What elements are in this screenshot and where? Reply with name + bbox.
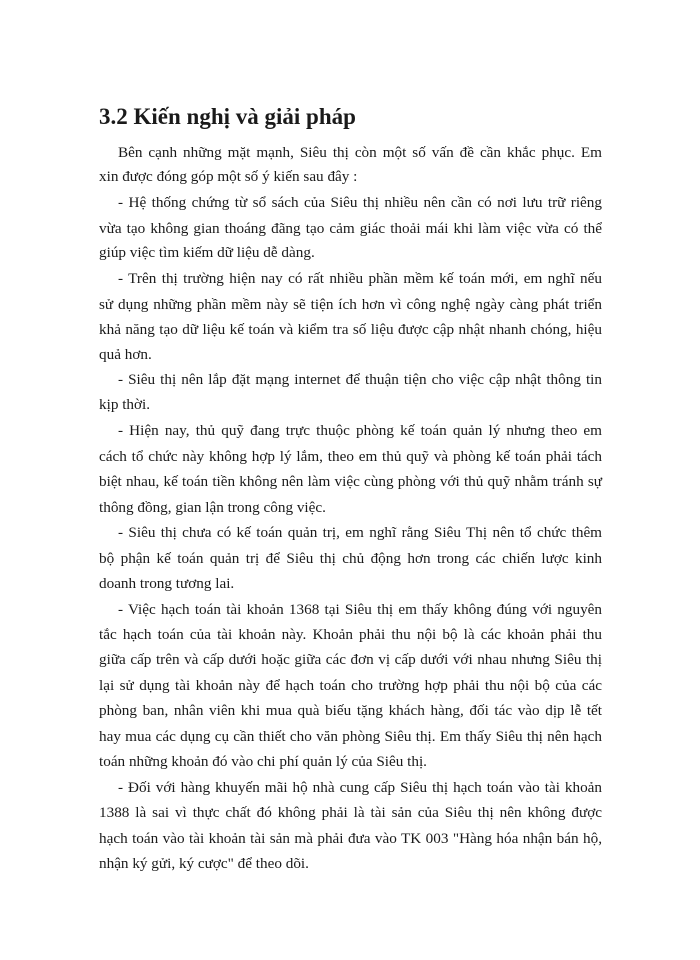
section-heading: 3.2 Kiến nghị và giải pháp (99, 104, 356, 129)
text-line: - Việc hạch toán tài khoản 1368 tại Siêu thị em thấy không đúng với nguyên (118, 601, 602, 618)
text-line: - Siêu thị nên lắp đặt mạng internet để thuận tiện cho việc cập nhật thông tin (118, 371, 602, 388)
text-line: khả năng tạo dữ liệu kế toán và kiểm tra số liệu được cập nhật nhanh chóng, hiệu (99, 321, 602, 338)
text-line: sử dụng những phần mềm này sẽ tiện ích hơn vì công nghệ ngày càng phát triển (99, 296, 602, 313)
text-line: tắc hạch toán của tài khoản này. Khoản phải thu nội bộ là các khoản phải thu (99, 626, 602, 643)
text-line: giữa cấp trên và cấp dưới hoặc giữa các đơn vị cấp dưới với nhau nhưng Siêu thị (99, 651, 602, 668)
text-line: toán những khoản đó vào chi phí quản lý của Siêu thị. (99, 753, 427, 770)
text-line: quả hơn. (99, 346, 152, 363)
text-line: - Hệ thống chứng từ sổ sách của Siêu thị nhiều nên cần có nơi lưu trữ riêng (118, 194, 602, 211)
text-line: - Đối với hàng khuyến mãi hộ nhà cung cấp Siêu thị hạch toán vào tài khoản (118, 779, 602, 796)
text-line: cách tổ chức này không hợp lý lắm, theo em thủ quỹ và phòng kế toán phải tách (99, 448, 602, 465)
text-line: Bên cạnh những mặt mạnh, Siêu thị còn một số vấn đề cần khắc phục. Em (118, 144, 602, 161)
text-line: doanh trong tương lai. (99, 575, 235, 592)
text-line: - Hiện nay, thủ quỹ đang trực thuộc phòng kế toán quản lý nhưng theo em (118, 422, 602, 439)
text-line: lại sử dụng tài khoản này để hạch toán cho trường hợp phải thu nội bộ của các (99, 677, 602, 694)
text-line: phòng ban, nhân viên khi mua quà biếu tặng khách hàng, đối tác vào dịp lễ tết (99, 702, 602, 719)
text-line: biệt nhau, kế toán tiền không nên làm việc cùng phòng với thủ quỹ nhằm tránh sự (99, 473, 602, 490)
text-line: nhận ký gửi, ký cược" để theo dõi. (99, 855, 309, 872)
text-line: hay mua các dụng cụ cần thiết cho văn phòng Siêu thị. Em thấy Siêu thị nên hạch (99, 728, 602, 745)
text-line: thông đồng, gian lận trong công việc. (99, 499, 326, 516)
text-line: kịp thời. (99, 396, 151, 413)
text-line: bộ phận kế toán quản trị để Siêu thị chủ động hơn trong các chiến lược kinh (99, 550, 602, 567)
text-line: - Trên thị trường hiện nay có rất nhiều phần mềm kế toán mới, em nghĩ nếu (118, 270, 602, 287)
text-line: - Siêu thị chưa có kế toán quản trị, em nghĩ rằng Siêu Thị nên tổ chức thêm (118, 524, 602, 541)
text-line: hạch toán vào tài khoản tài sản mà phải đưa vào TK 003 "Hàng hóa nhận bán hộ, (99, 830, 602, 847)
text-line: giúp việc tìm kiếm dữ liệu dễ dàng. (99, 244, 315, 261)
text-line: vừa tạo không gian thoáng đãng tạo cảm giác thoải mái khi làm việc vừa có thể (99, 220, 602, 237)
text-line: 1388 là sai vì thực chất đó không phải là tài sản của Siêu thị nên không được (99, 804, 602, 821)
text-line: xin được đóng góp một số ý kiến sau đây : (99, 168, 358, 185)
